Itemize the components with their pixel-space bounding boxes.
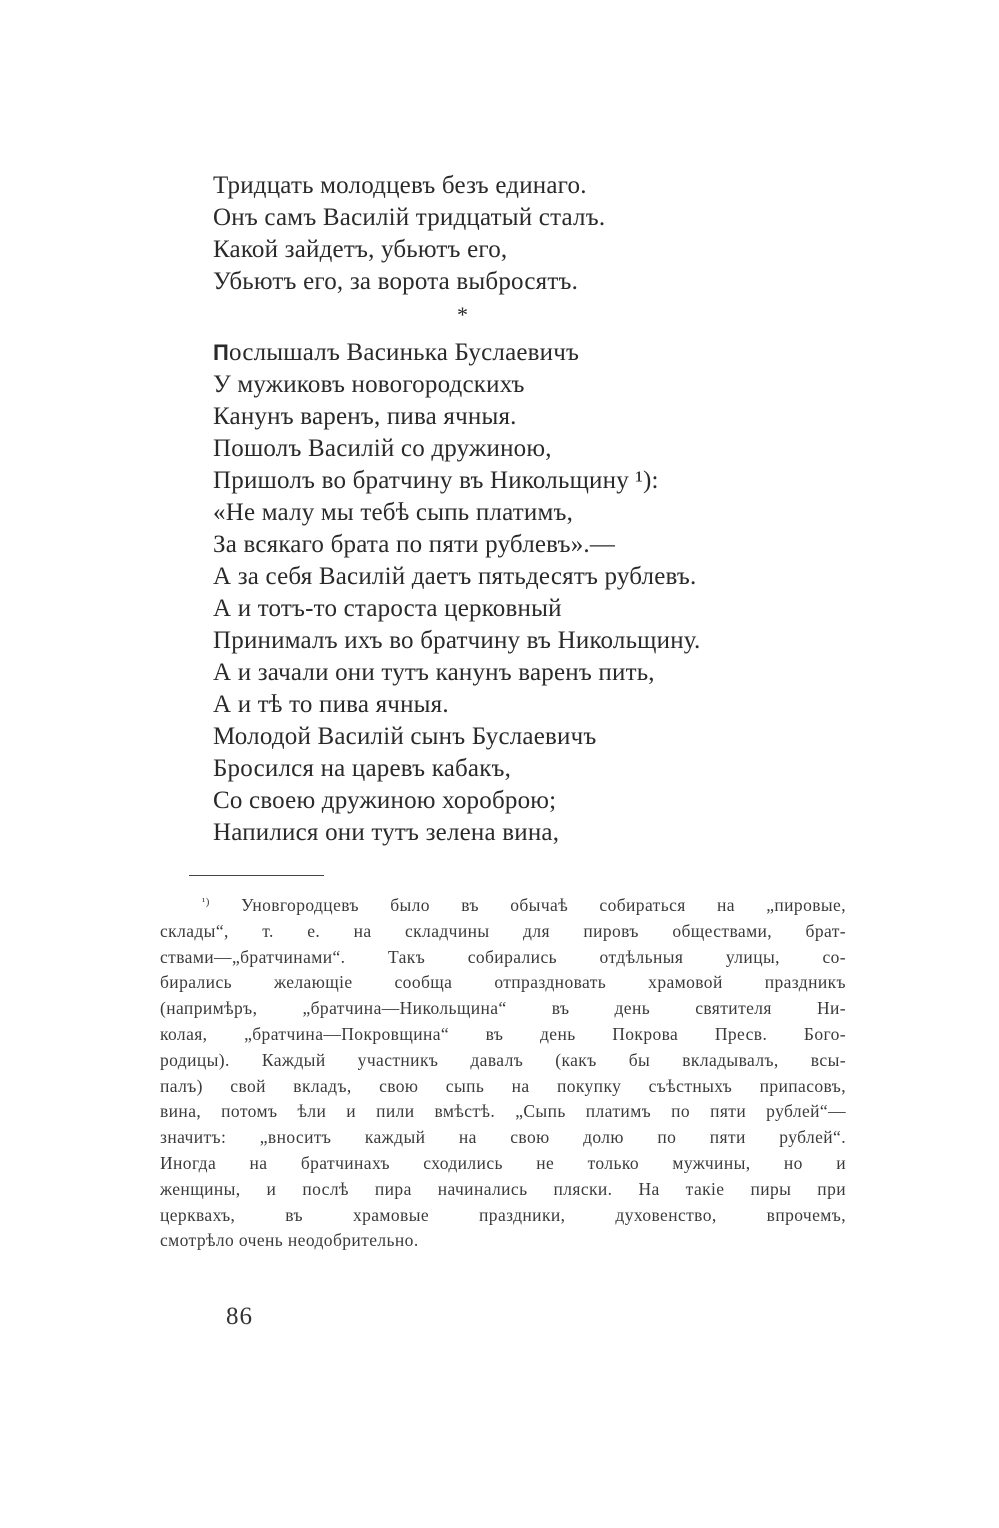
stanza-separator: * [457, 302, 468, 327]
verse-line: Пошолъ Василій со дружиною, [213, 435, 552, 462]
footnote [160, 893, 846, 1254]
verse-line-first [213, 337, 700, 369]
footnote-line: палъ) свой вкладъ, свою сыпь на покупку съѣстныхъ припасовъ, [160, 1075, 846, 1096]
footnote-line [160, 893, 846, 919]
footnote-line: женщины, и послѣ пира начинались пляски. На такіе пиры при [160, 1178, 846, 1199]
footnote-line: ствами—„братчинами“. Такъ собирались отдѣльныя улицы, со- [160, 946, 846, 967]
verse-line: За всякаго брата по пяти рублевъ».— [213, 531, 616, 558]
footnote-line-text: Уновгородцевъ было въ обычаѣ собираться на „пировые, [241, 895, 846, 915]
verse-line: Пришолъ во братчину въ Никольщину ¹): [213, 467, 659, 494]
verse-line: А и тѣ то пива ячныя. [213, 691, 449, 718]
footnote-line: родицы). Каждый участникъ давалъ (какъ бы вкладывалъ, вcы- [160, 1049, 846, 1070]
verse-line: «Не малу мы тебѣ сыпь платимъ, [213, 499, 574, 526]
footnote-line: (напримѣръ, „братчина—Никольщина“ въ день святителя Ни- [160, 998, 846, 1019]
footnote-line: значитъ: „вноситъ каждый на свою долю по пяти рублей“. [160, 1127, 846, 1148]
footnote-line: склады“, т. е. на складчины для пировъ обществами, брат- [160, 920, 846, 941]
verse-line: А и тотъ-то староста церковный [213, 595, 562, 622]
footnote-line: церквахъ, въ храмовые праздники, духовенство, впрочемъ, [160, 1204, 846, 1225]
verse-line: Онъ самъ Василій тридцатый сталъ. [213, 204, 606, 231]
page-number: 86 [226, 1303, 253, 1330]
verse-line: У мужиковъ новогородскихъ [213, 371, 525, 398]
verse-line: Тридцать молодцевъ безъ единаго. [213, 172, 587, 199]
verse-line-rest: ослышалъ Васинька Буслаевичъ [229, 339, 580, 366]
verse-line: Молодой Василій сынъ Буслаевичъ [213, 723, 597, 750]
verse-line: Напилися они тутъ зелена вина, [213, 819, 560, 846]
verse-line: Канунъ варенъ, пива ячныя. [213, 403, 517, 430]
poem-stanza-1 [213, 170, 605, 298]
footnote-divider [189, 875, 324, 876]
verse-line: Со своею дружиною хороброю; [213, 787, 557, 814]
verse-line: Какой зайдетъ, убьютъ его, [213, 236, 508, 263]
verse-line: А и зачали они тутъ канунъ варенъ пить, [213, 659, 655, 686]
footnote-line: бирались желающіе сообща отпраздновать храмовой праздникъ [160, 972, 846, 993]
drop-cap: П [213, 340, 230, 365]
footnote-marker: ¹) [202, 896, 210, 908]
footnote-line: вина, потомъ ѣли и пили вмѣстѣ. „Сыпь платимъ по пяти рублей“— [160, 1101, 846, 1122]
verse-line: А за себя Василій даетъ пятьдесятъ рублевъ. [213, 563, 697, 590]
footnote-line: смотрѣло очень неодобрительно. [160, 1230, 419, 1251]
footnote-line: колая, „братчина—Покровщина“ въ день Покрова Пресв. Бого- [160, 1023, 846, 1044]
verse-line: Принималъ ихъ во братчину въ Никольщину. [213, 627, 701, 654]
verse-line: Убьютъ его, за ворота выбросятъ. [213, 268, 579, 295]
poem-stanza-2 [213, 337, 700, 849]
verse-line: Бросился на царевъ кабакъ, [213, 755, 512, 782]
footnote-line: Иногда на братчинахъ сходились не только мужчины, но и [160, 1152, 846, 1173]
